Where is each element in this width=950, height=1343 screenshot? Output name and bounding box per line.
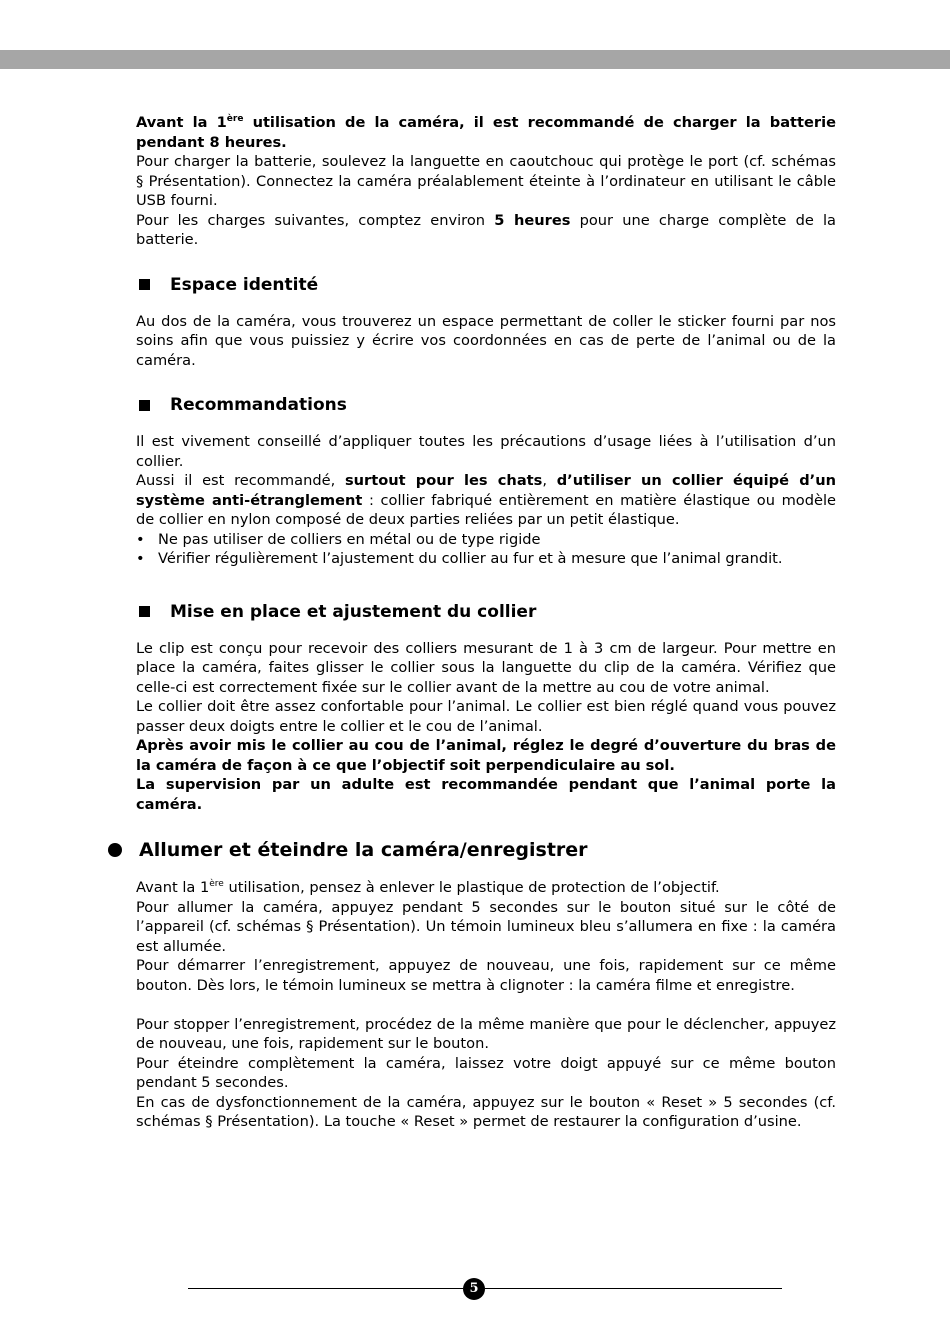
page-number: 5 <box>463 1278 485 1300</box>
recommandations-p1: Il est vivement conseillé d’appliquer toutes les précautions d’usage liées à l’utilisation d’un collier. <box>136 433 836 470</box>
allumer-p1 <box>136 878 836 898</box>
intro-bold-pre: Avant la 1 <box>136 114 227 131</box>
intro-warning <box>136 113 836 152</box>
collier-p3: Après avoir mis le collier au cou de l’animal, réglez le degré d’ouverture du bras de la caméra de façon à ce que l’objectif soit perpendiculaire au sol. <box>136 737 836 774</box>
intro-charge-instructions: Pour charger la batterie, soulevez la languette en caoutchouc qui protège le port (cf. schémas § Présentation). Connectez la caméra préalablement éteinte à l’ordinateur en utilisant le câble USB fourni. <box>136 153 836 209</box>
allumer-p2: Pour allumer la caméra, appuyez pendant 5 secondes sur le bouton situé sur le côté de l’appareil (cf. schémas § Présentation). Un témoin lumineux bleu s’allumera en fixe : la caméra est allumée. <box>136 898 836 955</box>
section-heading-allumer <box>108 838 836 862</box>
list-item <box>136 530 836 550</box>
allumer-p1-pre: Avant la 1 <box>136 879 210 896</box>
list-item <box>136 549 836 569</box>
intro-p3-bold: 5 heures <box>494 211 571 229</box>
rec-p2-pre: Aussi il est recommandé, <box>136 472 345 489</box>
intro-p3-pre: Pour les charges suivantes, comptez environ <box>136 211 495 229</box>
page-content <box>136 113 836 1132</box>
circle-bullet-icon <box>108 843 122 857</box>
espace-title: Espace identité <box>170 274 319 295</box>
collier-p1: Le clip est conçu pour recevoir des colliers mesurant de 1 à 3 cm de largeur. Pour mettre en place la caméra, faites glisser le collier sous la languette du clip de la caméra. Vérifiez que celle-ci est correctement fixée sur le collier avant de la mettre au cou de votre animal. <box>136 639 836 696</box>
section-heading-recommandations <box>136 394 836 416</box>
collier-title: Mise en place et ajustement du collier <box>170 601 537 622</box>
recommandations-p2 <box>136 471 836 530</box>
allumer-p5: Pour éteindre complètement la caméra, laissez votre doigt appuyé sur ce même bouton pendant 5 secondes. <box>136 1054 836 1091</box>
allumer-p1-sup: ère <box>209 879 224 889</box>
section-heading-collier <box>136 601 836 623</box>
collier-p4: La supervision par un adulte est recommandée pendant que l’animal porte la caméra. <box>136 776 836 813</box>
allumer-p4: Pour stopper l’enregistrement, procédez de la même manière que pour le déclencher, appuyez de nouveau, une fois, rapidement sur le bouton. <box>136 1015 836 1052</box>
bullet-icon: • <box>136 530 145 548</box>
rec-p2-mid: , <box>542 472 557 489</box>
intro-bold-post: utilisation de la caméra, il est recommandé de charger la batterie pendant 8 heures. <box>136 114 836 151</box>
recommandations-title: Recommandations <box>170 395 347 415</box>
footer-rule-left <box>188 1288 463 1289</box>
allumer-p3: Pour démarrer l’enregistrement, appuyez de nouveau, une fois, rapidement sur ce même bouton. Dès lors, le témoin lumineux se mettra à clignoter : la caméra filme et enregistre. <box>136 957 836 994</box>
square-bullet-icon <box>139 400 150 411</box>
list-item-text: Ne pas utiliser de colliers en métal ou de type rigide <box>158 530 541 548</box>
rec-p2-bold2: d’utiliser un collier équipé d’un système anti-étranglement <box>136 472 836 509</box>
collier-p2: Le collier doit être assez confortable pour l’animal. Le collier est bien réglé quand vous pouvez passer deux doigts entre le collier et le cou de l’animal. <box>136 698 836 735</box>
rec-p2-bold1: surtout pour les chats <box>344 472 543 489</box>
intro-subsequent-charges <box>136 211 836 250</box>
allumer-p1-post: utilisation, pensez à enlever le plastique de protection de l’objectif. <box>223 879 720 896</box>
intro-sup: ère <box>226 114 244 124</box>
section-heading-espace <box>136 274 836 296</box>
espace-text: Au dos de la caméra, vous trouverez un espace permettant de coller le sticker fourni par nos soins afin que vous puissiez y écrire vos coordonnées en cas de perte de l’animal ou de la caméra. <box>136 312 836 369</box>
rec-p2-post: : collier fabriqué entièrement en matière élastique ou modèle de collier en nylon composé de deux parties reliées par un petit élastique. <box>136 491 836 528</box>
allumer-title: Allumer et éteindre la caméra/enregistrer <box>139 839 588 861</box>
top-header-bar <box>0 50 950 69</box>
allumer-p6: En cas de dysfonctionnement de la caméra, appuyez sur le bouton « Reset » 5 secondes (cf. schémas § Présentation). La touche « Reset » permet de restaurer la configuration d’usine. <box>136 1093 836 1130</box>
intro-p3-post: pour une charge complète de la batterie. <box>136 211 836 248</box>
footer-rule-right <box>485 1288 782 1289</box>
bullet-icon: • <box>136 550 145 567</box>
list-item-text: Vérifier régulièrement l’ajustement du collier au fur et à mesure que l’animal grandit. <box>158 550 783 567</box>
square-bullet-icon <box>139 606 150 617</box>
square-bullet-icon <box>139 279 150 290</box>
